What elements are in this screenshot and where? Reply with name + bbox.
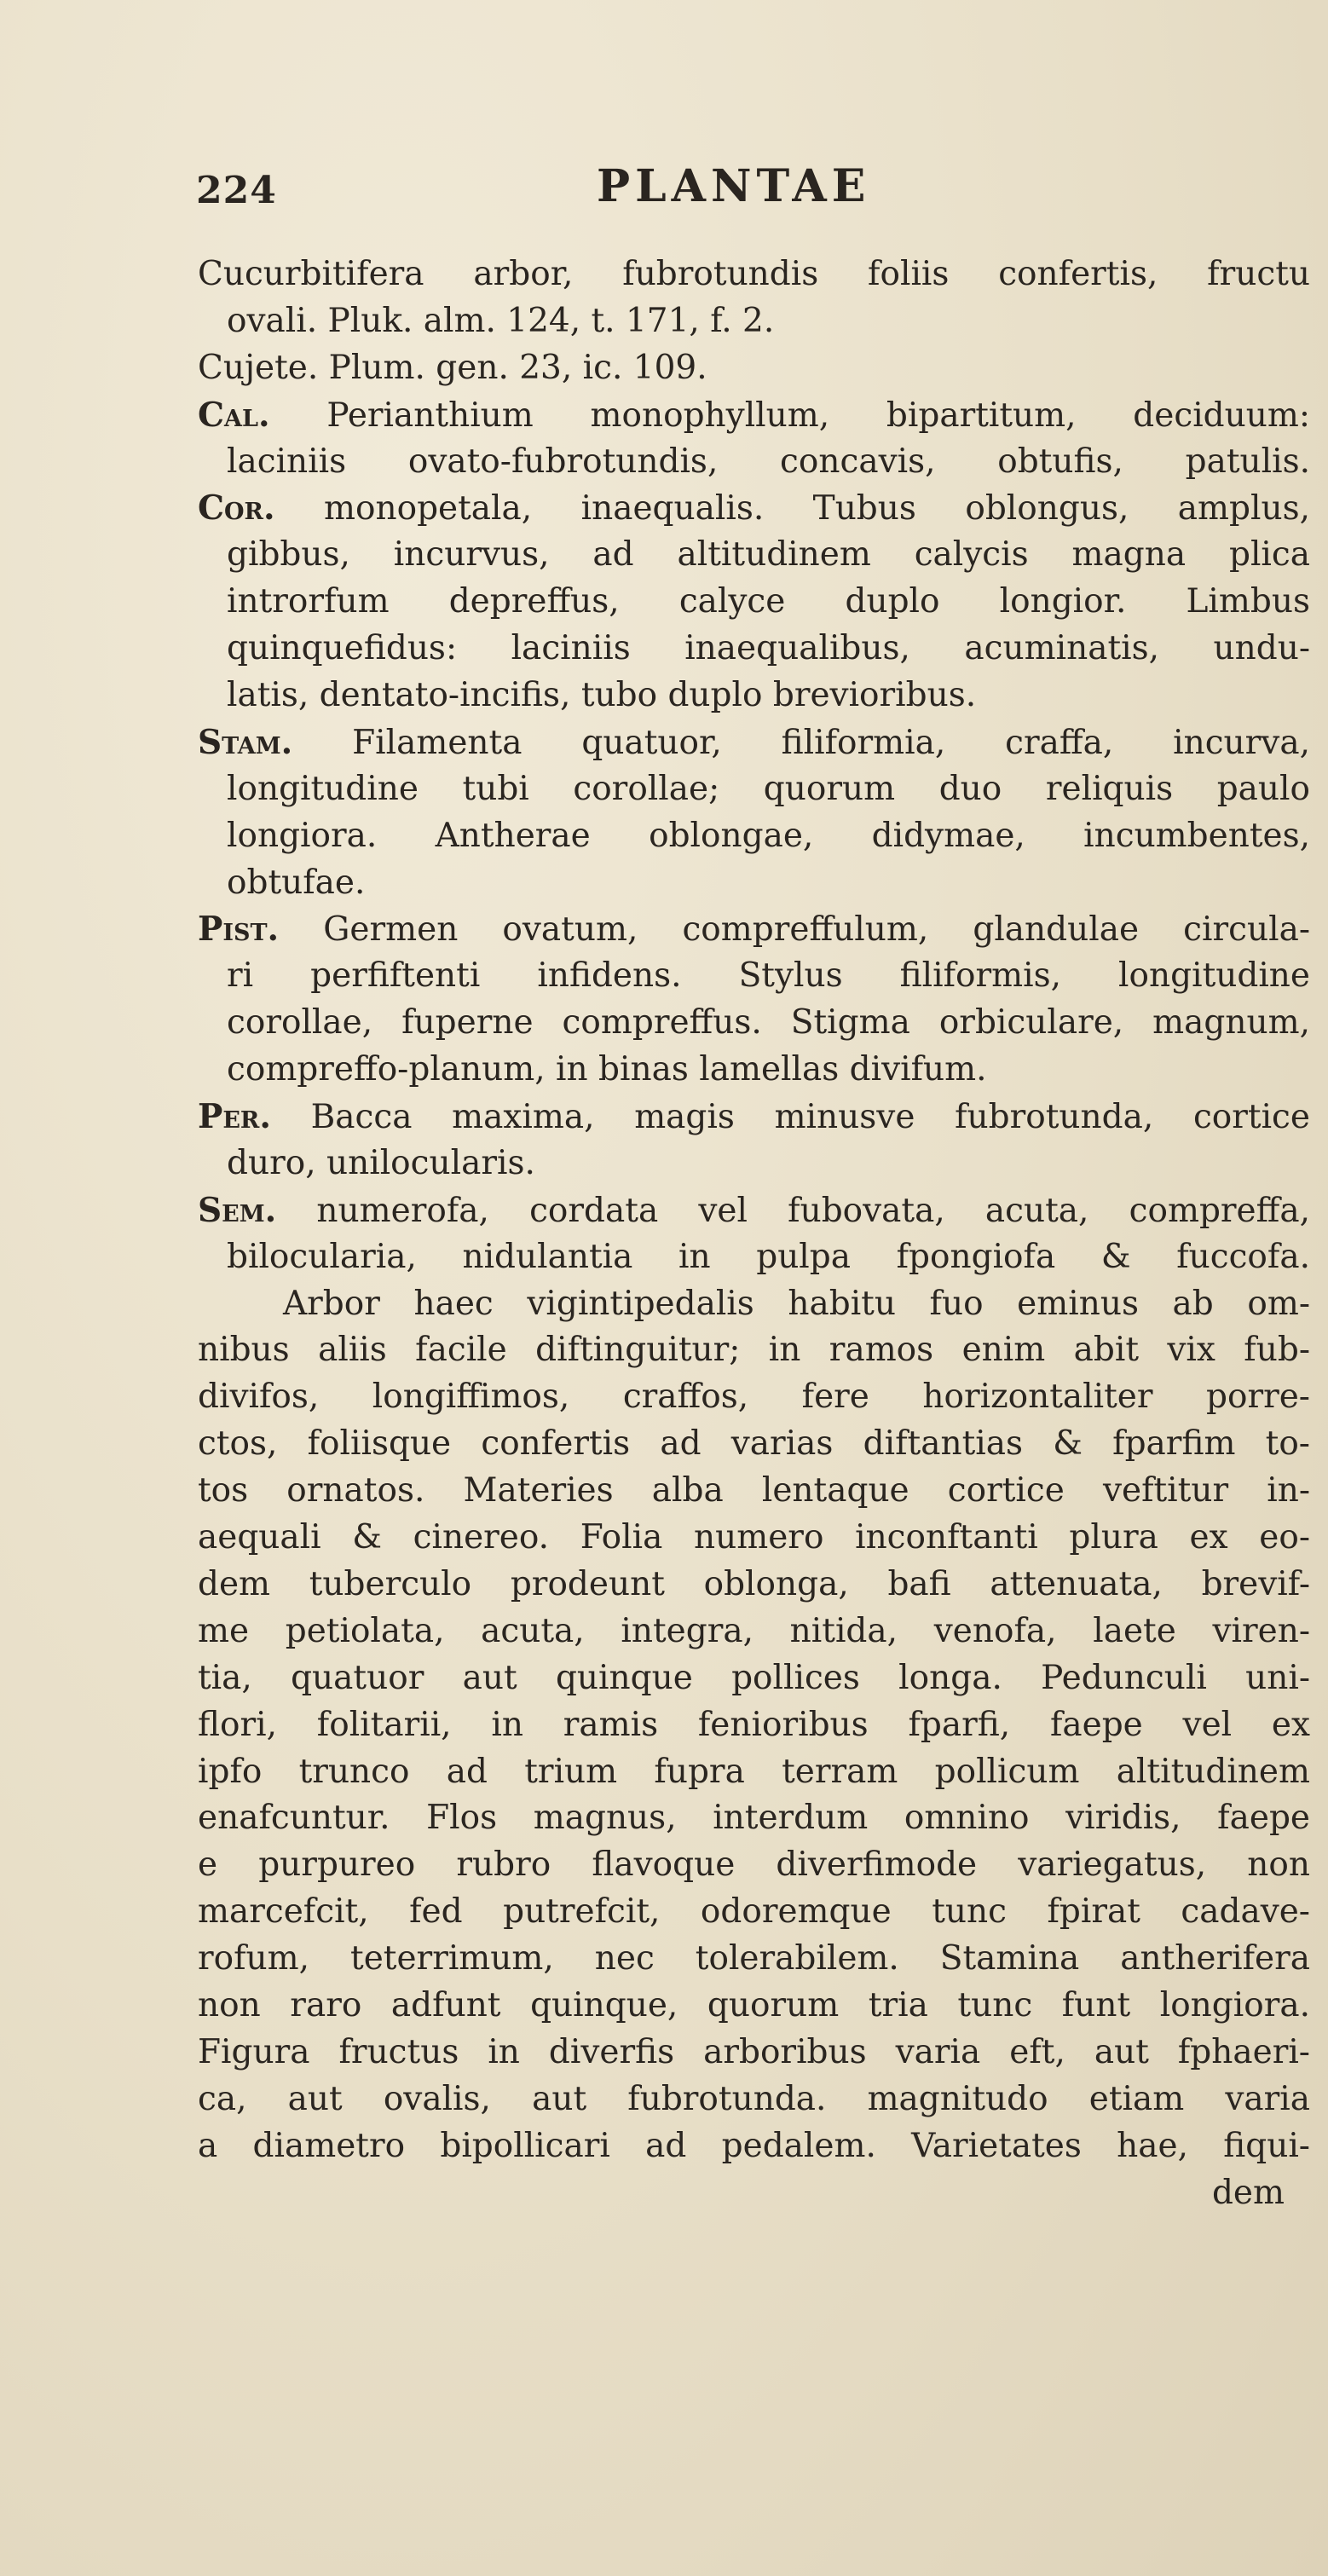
line-text: latis, dentato-incifis, tubo duplo brevioribus. — [227, 676, 977, 715]
line-text: ri perfiftenti infidens. Stylus filiformis, longitudine — [227, 956, 1310, 996]
text-line — [198, 1000, 1310, 1047]
section-label: Per. — [198, 1097, 271, 1137]
line-text: rofum, teterrimum, nec tolerabilem. Stamina antherifera — [198, 1939, 1310, 1978]
text-line — [198, 345, 1310, 392]
text-line — [198, 485, 1310, 532]
line-text: gibbus, incurvus, ad altitudinem calycis magna plica — [227, 535, 1310, 575]
text-line — [198, 579, 1310, 626]
text-line — [198, 2123, 1310, 2170]
text-line — [198, 1187, 1310, 1234]
line-text: duro, unilocularis. — [227, 1143, 535, 1182]
line-text: tia, quatuor aut quinque pollices longa. Pedunculi uni- — [198, 1658, 1310, 1697]
line-text: tos ornatos. Materies alba lentaque cortice veftitur in- — [198, 1471, 1310, 1510]
text-line — [198, 906, 1310, 953]
line-text: bilocularia, nidulantia in pulpa fpongiofa & fuccofa. — [227, 1237, 1310, 1276]
text-line — [198, 251, 1310, 298]
text-line — [198, 1421, 1310, 1468]
line-text: dem — [1211, 2173, 1285, 2212]
text-line — [198, 1515, 1310, 1562]
text-line — [198, 1047, 1310, 1094]
text-line — [198, 1655, 1310, 1702]
line-text: longitudine tubi corollae; quorum duo reliquis paulo — [227, 769, 1310, 808]
page-number: 224 — [196, 169, 277, 212]
line-text: laciniis ovato-fubrotundis, concavis, obtufis, patulis. — [227, 442, 1310, 481]
page-body-text — [198, 251, 1310, 2216]
running-title: PLANTAE — [597, 160, 871, 212]
line-text: nibus aliis facile diftinguitur; in ramos enim abit vix fub- — [198, 1331, 1310, 1370]
line-text: corollae, fuperne compreffus. Stigma orbiculare, magnum, — [227, 1003, 1310, 1043]
line-text: quinquefidus: laciniis inaequalibus, acuminatis, undu- — [227, 629, 1310, 668]
line-text: Perianthium monophyllum, bipartitum, deciduum: — [326, 396, 1310, 435]
line-text: divifos, longiffimos, craffos, fere horizontaliter porre- — [198, 1378, 1310, 1417]
line-text: compreffo-planum, in binas lamellas divifum. — [227, 1050, 987, 1089]
line-text: Cujete. Plum. gen. 23, ic. 109. — [198, 348, 707, 387]
text-line — [198, 1468, 1310, 1515]
line-text: flori, folitarii, in ramis fenioribus fparfi, faepe vel ex — [198, 1705, 1310, 1744]
line-text: numerofa, cordata vel fubovata, acuta, compreffa, — [316, 1191, 1310, 1230]
line-text: Figura fructus in diverfis arboribus varia eft, aut fphaeri- — [198, 2032, 1310, 2071]
text-line — [198, 1702, 1310, 1749]
text-line — [198, 1936, 1310, 1983]
line-text: Arbor haec vigintipedalis habitu fuo eminus ab om- — [283, 1284, 1310, 1323]
line-text: ipfo trunco ad trium fupra terram pollicum altitudinem — [198, 1752, 1310, 1791]
text-line — [198, 1141, 1310, 1187]
text-line — [198, 953, 1310, 1000]
section-label: Cal. — [198, 395, 270, 435]
text-line — [198, 1609, 1310, 1655]
line-text: monopetala, inaequalis. Tubus oblongus, amplus, — [324, 489, 1310, 528]
text-line — [198, 2076, 1310, 2123]
line-text: aequali & cinereo. Folia numero inconftanti plura ex eo- — [198, 1518, 1310, 1557]
line-text: dem tuberculo prodeunt oblonga, bafi attenuata, brevif- — [198, 1564, 1310, 1603]
line-text: e purpureo rubro flavoque diverfimode variegatus, non — [198, 1845, 1310, 1885]
section-label: Sem. — [198, 1190, 277, 1230]
text-line — [198, 2030, 1310, 2076]
section-label: Stam. — [198, 722, 293, 762]
text-line — [198, 1094, 1310, 1141]
section-label: Cor. — [198, 488, 275, 528]
line-text: obtufae. — [227, 863, 366, 902]
line-text: me petiolata, acuta, integra, nitida, venofa, laete viren- — [198, 1611, 1310, 1650]
line-text: a diametro bipollicari ad pedalem. Varietates hae, fiqui- — [198, 2126, 1310, 2165]
text-line — [198, 860, 1310, 907]
line-text: marcefcit, fed putrefcit, odoremque tunc fpirat cadave- — [198, 1892, 1310, 1932]
line-text: Germen ovatum, compreffulum, glandulae circula- — [323, 910, 1310, 950]
text-line — [198, 1983, 1310, 2030]
line-text: enafcuntur. Flos magnus, interdum omnino viridis, faepe — [198, 1799, 1310, 1838]
text-line — [198, 1842, 1310, 1889]
text-line — [198, 813, 1310, 860]
text-line — [198, 1795, 1310, 1842]
text-line — [198, 532, 1310, 579]
text-line — [198, 1749, 1310, 1796]
text-line — [198, 1327, 1310, 1374]
text-line — [198, 719, 1310, 766]
text-line — [198, 1281, 1310, 1328]
line-text: non raro adfunt quinque, quorum tria tunc funt longiora. — [198, 1985, 1310, 2024]
section-label: Pist. — [198, 910, 280, 950]
line-text: Bacca maxima, magis minusve fubrotunda, cortice — [310, 1098, 1310, 1137]
text-line — [198, 1234, 1310, 1281]
line-text: ctos, foliisque confertis ad varias diftantias & fparfim to- — [198, 1424, 1310, 1464]
line-text: ovali. Pluk. alm. 124, t. 171, f. 2. — [227, 301, 775, 340]
line-text: ca, aut ovalis, aut fubrotunda. magnitudo etiam varia — [198, 2079, 1310, 2118]
line-text: Filamenta quatuor, filiformia, craffa, incurva, — [352, 723, 1310, 762]
text-line — [198, 1889, 1310, 1936]
text-line — [198, 392, 1310, 439]
text-line — [198, 766, 1310, 813]
line-text: Cucurbitifera arbor, fubrotundis foliis confertis, fructu — [198, 255, 1310, 293]
text-line — [198, 1374, 1310, 1421]
line-text: introrfum depreffus, calyce duplo longior. Limbus — [227, 582, 1310, 621]
text-line — [198, 1562, 1310, 1609]
text-line — [198, 2170, 1310, 2217]
line-text: longiora. Antherae oblongae, didymae, incumbentes, — [227, 816, 1310, 855]
text-line — [198, 439, 1310, 486]
text-line — [198, 626, 1310, 673]
text-line — [198, 673, 1310, 719]
text-line — [198, 298, 1310, 345]
page-header — [196, 160, 1219, 228]
